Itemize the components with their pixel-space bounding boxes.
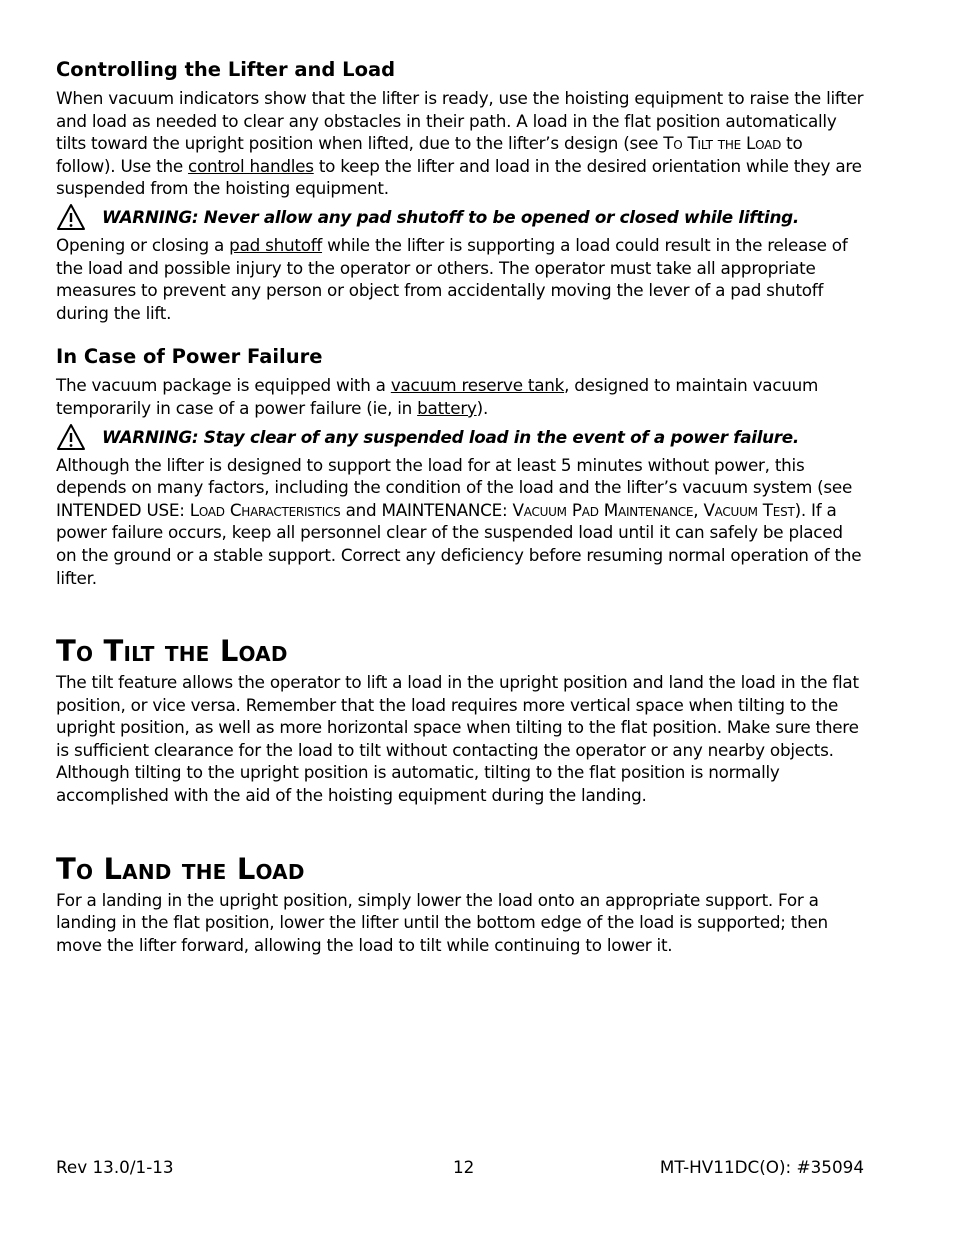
link-vacuum-reserve-tank[interactable]: vacuum reserve tank <box>390 375 565 396</box>
cross-reference-load-characteristics: Load Characteristics <box>189 499 341 520</box>
paragraph-power-failure-intro: The vacuum package is equipped with a vacuum reserve tank, designed to maintain vacuum temporarily in case of a power failure (ie, in battery). <box>56 375 819 418</box>
warning-pad-shutoff <box>56 202 866 232</box>
footer-page-number: 12 <box>453 1157 475 1177</box>
cross-reference-tilt: To Tilt the Load <box>663 133 782 154</box>
warning-power-failure <box>56 422 866 452</box>
footer-revision: Rev 13.0/1-13 <box>56 1157 174 1177</box>
warning-text: WARNING: Stay clear of any suspended load in the event of a power failure. <box>102 426 799 447</box>
paragraph-tilt: The tilt feature allows the operator to lift a load in the upright position and land the load in the flat position, or vice versa. Remember that the load requires more vertical space when tilting to the upright position, as well as more horizontal space when tilting to the flat position. Make sure there is sufficient clearance for the load to tilt without contacting the operator or any nearby objects. Although tilting to the upright position is automatic, tilting to the flat position is normally accomplished with the aid of the hoisting equipment during the landing. <box>56 672 859 806</box>
link-pad-shutoff[interactable]: pad shutoff <box>229 234 323 255</box>
link-battery[interactable]: battery <box>417 397 477 418</box>
section-heading-controlling: Controlling the Lifter and Load <box>56 58 396 81</box>
page-footer <box>56 1157 864 1179</box>
warning-text: WARNING: Never allow any pad shutoff to be opened or closed while lifting. <box>102 206 799 227</box>
document-page <box>56 56 866 956</box>
section-heading-power-failure: In Case of Power Failure <box>56 345 323 369</box>
section-heading-land: To Land the Load <box>56 851 305 886</box>
paragraph-controlling-intro: When vacuum indicators show that the lifter is ready, use the hoisting equipment to raise the lifter and load as needed to clear any obstacles in their path. A load in the flat position automatically tilts toward the upright position when lifted, due to the lifter’s design (see To Tilt the Load to follow). Use the control handles to keep the lifter and load in the desired orientation while they are suspended from the hoisting equipment. <box>56 88 864 199</box>
section-heading-tilt: To Tilt the Load <box>56 634 288 669</box>
warning-triangle-icon <box>56 203 86 231</box>
paragraph-pad-shutoff: Opening or closing a pad shutoff while the lifter is supporting a load could result in the release of the load and possible injury to the operator or others. The operator must take all appropriate measures to prevent any person or object from accidentally moving the lever of a pad shutoff during the lift. <box>56 234 848 323</box>
cross-reference-vacuum-test: Vacuum Test <box>703 499 795 520</box>
paragraph-power-failure-details: Although the lifter is designed to support the load for at least 5 minutes without power, this depends on many factors, including the condition of the load and the lifter’s vacuum system (see INTENDED USE: Load Characteristics and MAINTENANCE: Vacuum Pad Maintenance, Vacuum Test). If a power failure occurs, keep all personnel clear of the suspended load until it can safely be placed on the ground or a stable support. Correct any deficiency before resuming normal operation of the lifter. <box>56 454 862 588</box>
cross-reference-vacuum-pad-maintenance: Vacuum Pad Maintenance <box>512 499 694 520</box>
footer-doc-id: MT-HV11DC(O): #35094 <box>659 1157 864 1177</box>
link-control-handles[interactable]: control handles <box>188 155 314 176</box>
paragraph-land: For a landing in the upright position, simply lower the load onto an appropriate support. For a landing in the flat position, lower the lifter until the bottom edge of the load is supported; then move the lifter forward, allowing the load to tilt while continuing to lower it. <box>56 889 828 955</box>
warning-triangle-icon <box>56 423 86 451</box>
